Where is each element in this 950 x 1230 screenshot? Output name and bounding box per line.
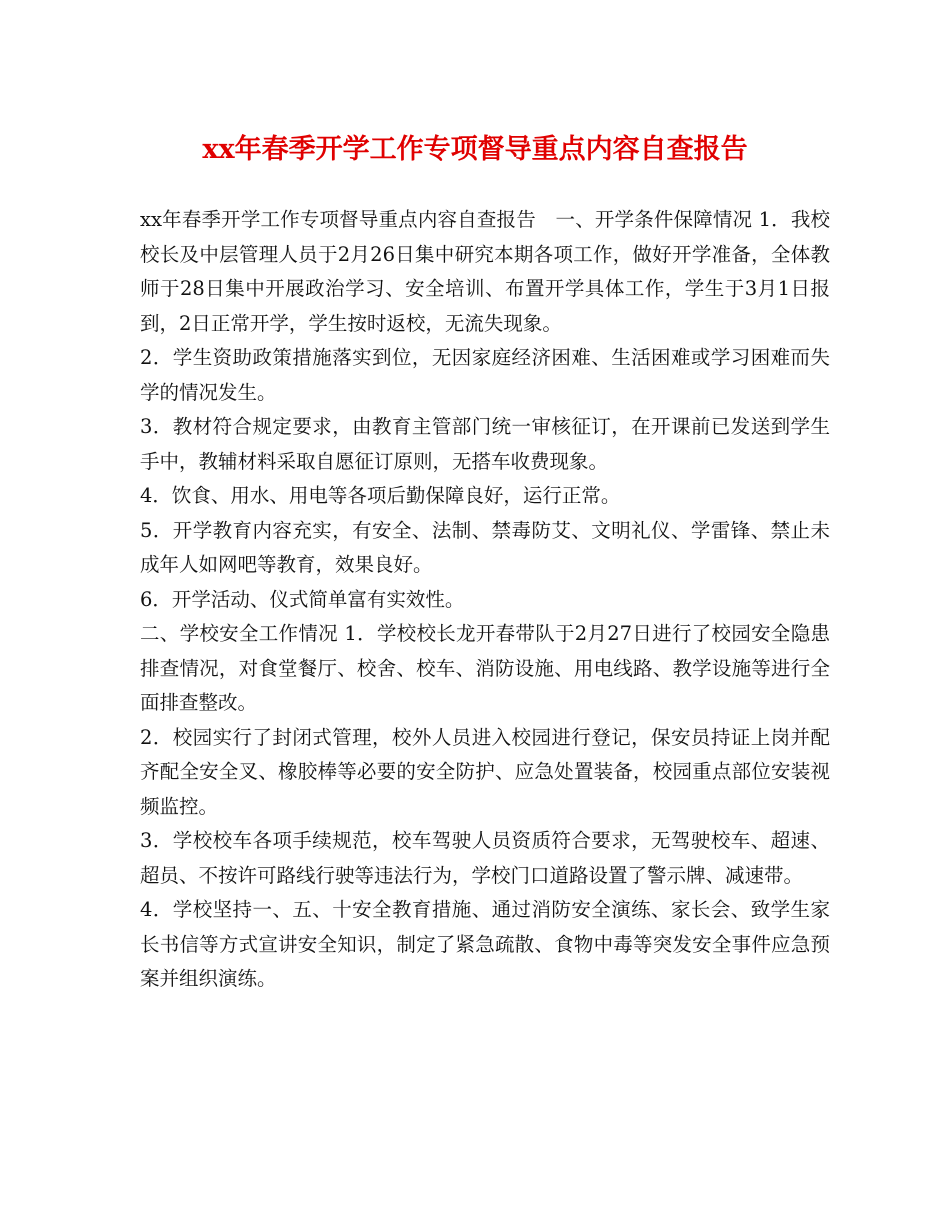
paragraph: 3．学校校车各项手续规范，校车驾驶人员资质符合要求，无驾驶校车、超速、超员、不按许可路线行驶等违法行为，学校门口道路设置了警示牌、减速带。 <box>140 829 830 887</box>
paragraph: 2．学生资助政策措施落实到位，无因家庭经济困难、生活困难或学习困难而失学的情况发生。 <box>140 346 830 404</box>
paragraph: xx年春季开学工作专项督导重点内容自查报告 一、开学条件保障情况 1．我校校长及中层管理人员于2月26日集中研究本期各项工作，做好开学准备，全体教师于28日集中开展政治学习、安全培训、布置开学具体工作，学生于3月1日报到，2日正常开学，学生按时返校，无流失现象。 <box>140 208 830 335</box>
paragraph: 6．开学活动、仪式简单富有实效性。 <box>140 587 465 611</box>
paragraph: 2．校园实行了封闭式管理，校外人员进入校园进行登记，保安员持证上岗并配齐配全安全叉、橡胶棒等必要的安全防护、应急处置装备，校园重点部位安装视频监控。 <box>140 725 830 818</box>
document-body <box>140 203 830 997</box>
paragraph: 二、学校安全工作情况 1．学校校长龙开春带队于2月27日进行了校园安全隐患排查情况，对食堂餐厅、校舍、校车、消防设施、用电线路、教学设施等进行全面排查整改。 <box>140 622 830 714</box>
paragraph: 4．饮食、用水、用电等各项后勤保障良好，运行正常。 <box>140 484 621 507</box>
paragraph: 4．学校坚持一、五、十安全教育措施、通过消防安全演练、家长会、致学生家长书信等方式宣讲安全知识，制定了紧急疏散、食物中毒等突发安全事件应急预案并组织演练。 <box>140 898 830 990</box>
document-title: xx年春季开学工作专项督导重点内容自查报告 <box>202 134 748 165</box>
paragraph: 5．开学教育内容充实，有安全、法制、禁毒防艾、文明礼仪、学雷锋、禁止未成年人如网吧等教育，效果良好。 <box>140 518 830 576</box>
paragraph: 3．教材符合规定要求，由教育主管部门统一审核征订，在开课前已发送到学生手中，教辅材料采取自愿征订原则，无搭车收费现象。 <box>140 415 830 473</box>
